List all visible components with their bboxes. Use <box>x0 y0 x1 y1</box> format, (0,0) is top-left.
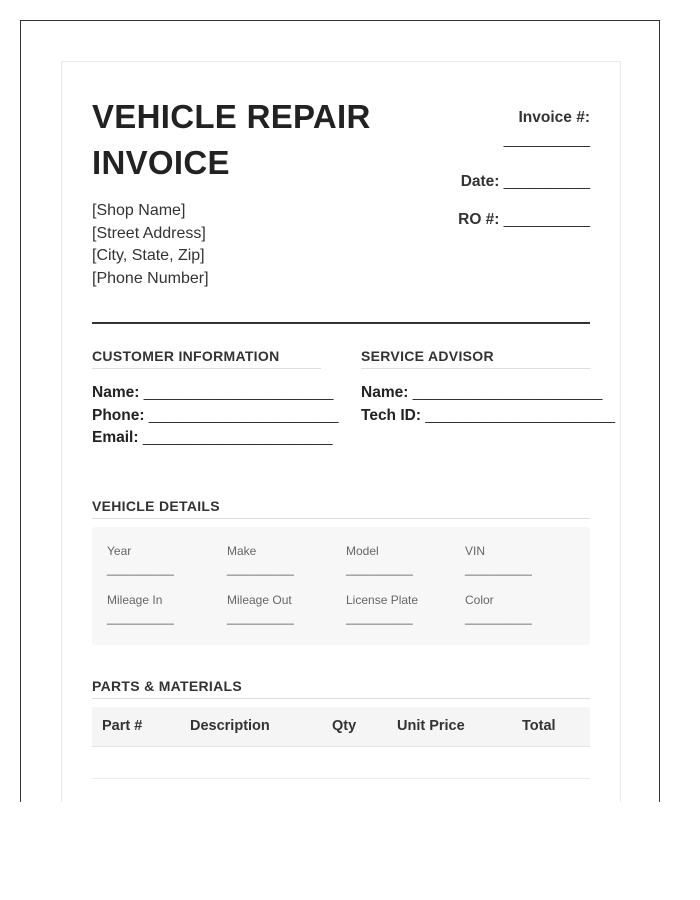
vehicle-field-label: Year <box>107 544 132 558</box>
vehicle-details-heading: VEHICLE DETAILS <box>92 498 590 519</box>
shop-phone: [Phone Number] <box>92 269 209 287</box>
vehicle-field-year[interactable] <box>107 542 217 578</box>
vehicle-field-color[interactable] <box>465 591 575 627</box>
vehicle-field-line[interactable]: __________ <box>107 562 174 576</box>
shop-address-block <box>92 200 209 290</box>
advisor-name-label: Name: <box>361 384 409 401</box>
vehicle-field-line[interactable]: __________ <box>465 562 532 576</box>
tech-id-blank[interactable]: ______________________ <box>425 407 615 424</box>
date-row <box>461 173 590 191</box>
shop-city: [City, State, Zip] <box>92 247 205 264</box>
customer-phone-label: Phone: <box>92 407 145 424</box>
invoice-meta <box>390 107 590 228</box>
service-advisor-heading: SERVICE ADVISOR <box>361 348 590 369</box>
invoice-title-line1: VEHICLE REPAIR <box>92 98 371 135</box>
document-frame <box>20 20 660 802</box>
vehicle-field-mileage-out[interactable] <box>227 591 337 627</box>
vehicle-field-model[interactable] <box>346 542 456 578</box>
invoice-title-line2: INVOICE <box>92 144 230 181</box>
parts-table-row[interactable] <box>92 747 590 779</box>
vehicle-field-label: VIN <box>465 544 486 558</box>
customer-phone-blank[interactable]: ______________________ <box>148 407 339 424</box>
vehicle-field-label: Mileage In <box>107 593 163 607</box>
invoice-page <box>61 61 621 802</box>
vehicle-details-box <box>92 527 590 645</box>
header-divider <box>92 322 590 324</box>
vehicle-field-line[interactable]: __________ <box>227 611 294 625</box>
column-header-description: Description <box>190 718 270 734</box>
customer-name-blank[interactable]: ______________________ <box>143 384 334 401</box>
customer-email-field[interactable] <box>92 429 332 447</box>
customer-name-field[interactable] <box>92 384 333 402</box>
shop-name: [Shop Name] <box>92 202 186 219</box>
parts-table-header <box>92 707 590 747</box>
vehicle-field-mileage-in[interactable] <box>107 591 217 627</box>
customer-phone-field[interactable] <box>92 407 339 425</box>
invoice-number-label: Invoice #: <box>518 109 590 126</box>
vehicle-field-label: Mileage Out <box>227 593 292 607</box>
customer-info-heading: CUSTOMER INFORMATION <box>92 348 321 369</box>
column-header-total: Total <box>522 718 556 734</box>
vehicle-field-vin[interactable] <box>465 542 575 578</box>
column-header-part-number: Part # <box>102 718 143 734</box>
shop-street: [Street Address] <box>92 224 206 242</box>
vehicle-field-line[interactable]: __________ <box>346 562 413 576</box>
invoice-number-field[interactable]: __________ <box>503 131 590 148</box>
tech-id-label: Tech ID: <box>361 407 421 424</box>
invoice-title <box>92 94 422 186</box>
vehicle-field-line[interactable]: __________ <box>346 611 413 625</box>
ro-field[interactable]: __________ <box>503 211 590 228</box>
vehicle-field-line[interactable]: __________ <box>107 611 174 625</box>
date-field[interactable]: __________ <box>503 173 590 190</box>
customer-email-blank[interactable]: ______________________ <box>142 429 333 446</box>
vehicle-field-label: Make <box>227 544 257 558</box>
ro-row <box>458 211 590 229</box>
tech-id-field[interactable] <box>361 407 615 425</box>
vehicle-field-label: Color <box>465 593 494 607</box>
date-label: Date: <box>460 173 500 190</box>
ro-label: RO #: <box>458 211 500 228</box>
customer-name-label: Name: <box>92 384 140 401</box>
advisor-name-field[interactable] <box>361 384 602 402</box>
vehicle-field-line[interactable]: __________ <box>465 611 532 625</box>
column-header-unit-price: Unit Price <box>397 718 465 734</box>
parts-materials-heading: PARTS & MATERIALS <box>92 678 590 699</box>
vehicle-field-make[interactable] <box>227 542 337 578</box>
advisor-name-blank[interactable]: ______________________ <box>412 384 603 401</box>
column-header-qty: Qty <box>332 718 357 734</box>
customer-email-label: Email: <box>92 429 139 446</box>
vehicle-field-license-plate[interactable] <box>346 591 456 627</box>
vehicle-field-label: Model <box>346 544 379 558</box>
vehicle-field-label: License Plate <box>346 593 419 607</box>
vehicle-field-line[interactable]: __________ <box>227 562 294 576</box>
